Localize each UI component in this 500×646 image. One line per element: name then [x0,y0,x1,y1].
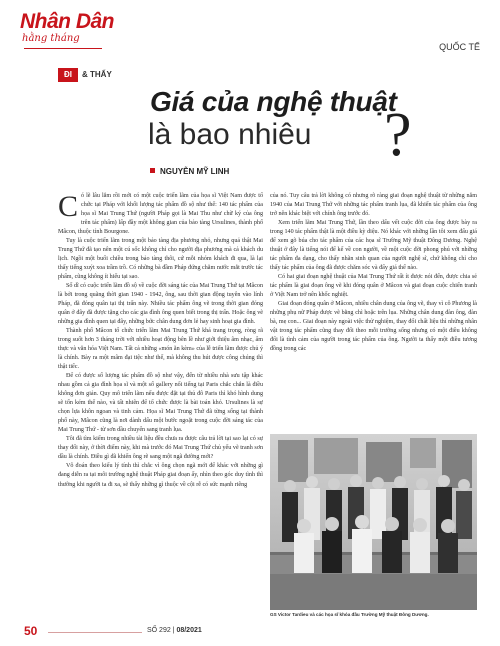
article-column-left [58,192,263,604]
article-paragraph: Số dĩ có cuộc triển lãm đồ sộ về cuộc đời sáng tác của Mai Trung Thứ tại Mâcon là bởi trong quãng thời gian 1940 - 1942, ông, sau thời gian động tuyên vào lính Pháp, đã đóng quân tại thị trấn này. Nhiều tác phẩm ông vẽ trong thời gian đóng quân ở đây đã được tặng cho các gia đình ông quen biết trong thị trấn. Hoặc ông vẽ những gia đình quen tại đây, những bức chân dung đơn lẻ hay sinh hoạt gia đình. [58,283,263,326]
footer-divider [48,632,142,633]
historical-group-photo [270,434,477,610]
issue-number: SỐ 292 | [147,627,177,634]
article-paragraph: Xem triển lãm Mai Trung Thứ, lần theo dấu vết cuộc đời của ông được bày ra trong 140 tác phẩm thật là một điều kỳ diệu. Nó khác với những lần tôi xem đấu giá để xem gõ búa cho tác phẩm của các họa sĩ Trường Mỹ thuật Đông Dương. Nghệ thuật ở đây là tiếng nói để kể về con người, về một cuộc đời phong phú với những tác phẩm đa dạng, cho thấy nhãn sinh quan của người nghệ sĩ, chứ không chỉ cho thấy tác phẩm của ông đã được chăm sóc và đẩy giá thế nào. [270,220,477,272]
article-column-right [270,192,477,430]
headline-line-1: Giá của nghệ thuật [150,86,397,117]
category-tag [58,68,112,82]
article-paragraph: Tôi đã tìm kiếm trong nhiều tài liệu đều chưa ra được câu trả lời tại sao lại có sự thay đổi này, ở thời điểm này, khi mà trước đó Mai Trung Thứ chủ yếu vẽ tranh sơn dầu là chính. Điều gì đã khiến ông rẽ sang một ngã đường mới? [58,436,263,461]
byline [150,166,229,178]
issue-info [147,627,202,634]
article-paragraph: Thành phố Mâcon tổ chức triển lãm Mai Trung Thứ khá trang trọng, ròng rã trong suốt hơn 3 tháng trời với nhiều hoạt động bên lề như giới thiệu âm nhạc, ẩm thực và văn hóa Việt Nam. Tất cả những «món ăn kèm» của lễ triển lãm được chủ ý là chính. Bày ra một mâm đại tiệc như thế, mà không thu hút được công chúng thì thật tiếc. [58,328,263,371]
category-rest: & THẤY [82,70,112,79]
photo-illustration [270,434,477,610]
issue-date: 08/2021 [176,627,202,634]
article-paragraph: Tuy là cuộc triển lãm trong một bảo tàng địa phương nhỏ, nhưng quả thật Mai Trung Thứ đã tạo nên một cú sốc không chỉ cho người địa phương mà cả khách du lịch. Ngồi một buổi chiều trong bảo tàng thôi, cứ mỗi nhóm khách đi qua, là lại thấy tiếng xuýt xoa trầm trồ. Có những bà đầm Pháp đứng chăm nước mắt trước tác phẩm, cũng không ít hiếu tại sao. [58,238,263,281]
logo-divider [24,48,102,49]
logo-title: Nhân Dân [20,10,115,33]
article-paragraph: Để có được số lượng tác phẩm đồ sộ như vậy, đến từ nhiều nhà sưu tập khác nhau gồm cả gia đình họa sĩ và một số gallery nổi tiếng tại Paris chắc chắn là điều không đơn giản. Quy mô triển lãm nếu được đặt tại thủ đô Paris thì khó hình dung sẽ tốn kém thế nào, và tất nhiên để tổ chức được là bài toán khó. Ursulines là sự chọn lựa khôn ngoan và tinh cảm. Họa sĩ Mai Trung Thứ đã từng sống tại thành phố này, Mâcon cũng là nơi dành dấu một bước ngoặt trong cuộc đời sáng tác của Mai Trung Thứ - từ sơn dầu chuyển sang tranh lụa. [58,373,263,434]
drop-cap: C [58,192,79,223]
article-paragraph: Có lẽ lâu lắm rồi mới có một cuộc triển lãm của họa sĩ Việt Nam được tổ chức tại Pháp với khối lượng tác phẩm đồ sộ như thế: 140 tác phẩm của họa sĩ Mai Trung Thứ (người Pháp gọi là Mai Thu như chữ ký của ông trên tác phẩm) lấp đầy một không gian của bảo tàng Ursulines, thành phố Mâcon, thuộc tỉnh Bourgone. [58,192,263,236]
section-label: QUỐC TẾ [439,42,480,52]
masthead-logo [20,10,120,66]
logo-subtitle: hằng tháng [22,33,80,44]
category-highlight: ĐI [58,68,78,82]
page-number: 50 [24,624,38,638]
headline-question-mark: ? [384,101,412,169]
article-paragraph: của nó. Tuy câu trả lời không có nhưng rõ ràng giai đoạn nghệ thuật từ những năm 1940 của Mai Trung Thứ với những tác phẩm tranh lụa, đã khiến tác phẩm của ông trở nên khác biệt với chính ông trước đó. [270,193,477,218]
article-paragraph: Có hai giai đoạn nghệ thuật của Mai Trung Thứ rất ít được nói đến, được chia sẻ tác phẩm là giai đoạn ông vẽ khi đóng quân ở Mâcon và giai đoạn cuộc chiến tranh ở Việt Nam trở nên khốc nghiệt. [270,274,477,299]
article-paragraph: Giai đoạn đóng quân ở Mâcon, nhiều chân dung của ông vẽ, thay vì cô Phương là những phụ nữ Pháp được vẽ bằng chì hoặc trên lụa. Những chân dung đàn ông, đàn bà, mẹ con... Giai đoạn này ngoài việc thử nghiệm, thay đổi chất liệu thì những nhân vật trong tác phẩm cũng thay đổi theo mỗi trường sống nhưng có một điều không đổi là tình cảm của người trong tác phẩm của ông. Người ta thấy một điều tương đồng trong các [270,301,477,353]
byline-square-icon [150,168,155,173]
article-paragraph: Vô đoán theo kiểu lý tính thì chắc vì ông chọn ngã mới để khác với những gì đang diễn ra tại môi trường nghệ thuật Pháp giai đoạn ấy, nhìn theo góc duy tình thì thường khi người ta đi xa, sẽ thấy những gì thuộc về cội rễ có sức mạnh riêng [58,463,263,488]
photo-caption: GS Victor Tardieu và các họa sĩ khóa đầu Trường Mỹ thuật Đông Dương. [270,612,429,617]
author-name: NGUYỄN MỸ LINH [160,167,230,176]
headline-line-2: là bao nhiêu [148,118,312,151]
